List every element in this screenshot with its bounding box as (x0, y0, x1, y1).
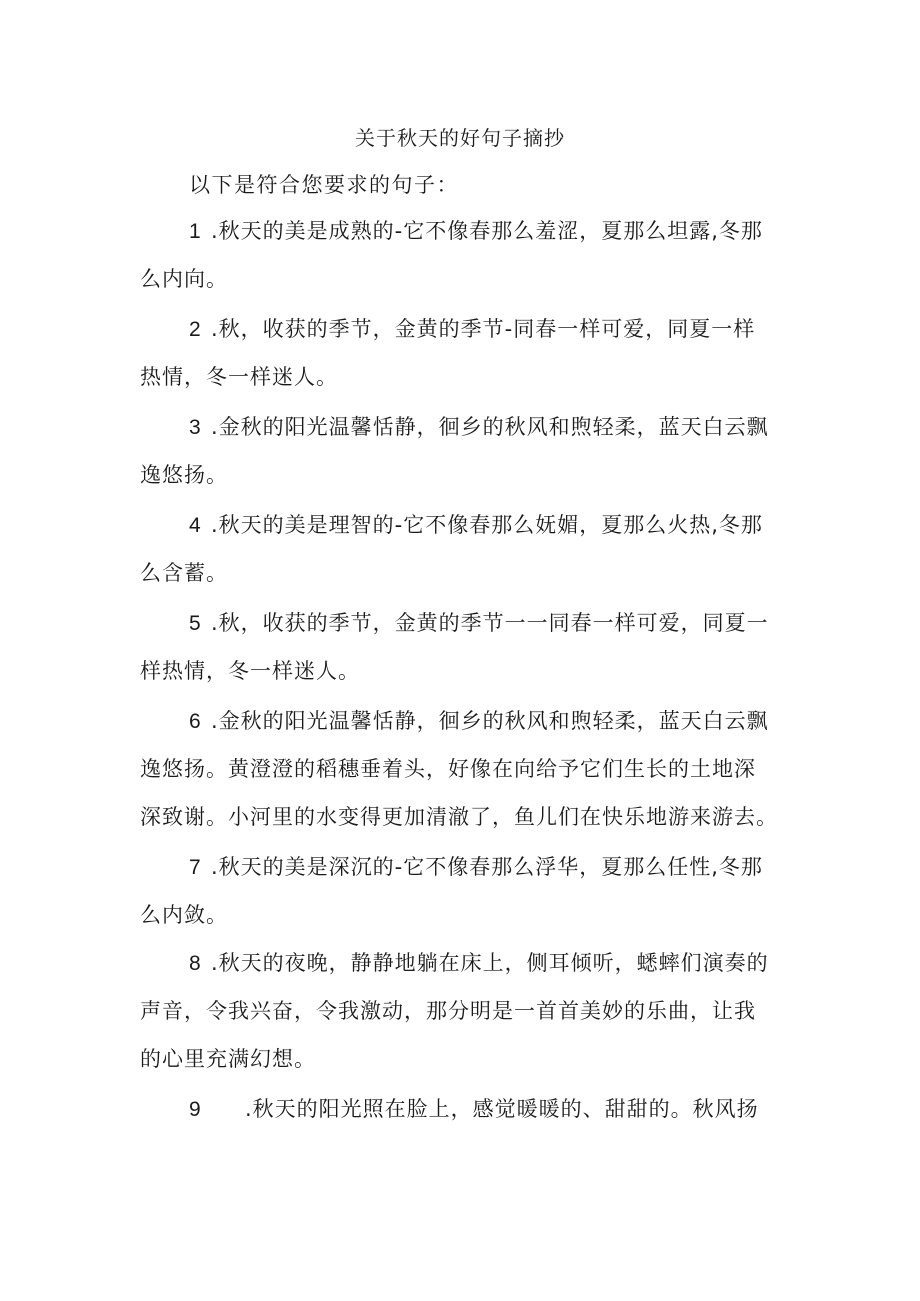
item-line: 声音，令我兴奋，令我激动，那分明是一首首美妙的乐曲，让我 (140, 999, 756, 1023)
item-line (140, 215, 805, 263)
item-line: 深致谢。小河里的水变得更加清澈了，鱼儿们在快乐地游来游去。 (140, 805, 778, 829)
item-text: .金秋的阳光温馨恬静，徊乡的秋风和煦轻柔，蓝天白云飘 (211, 415, 769, 439)
item-number: 1 (189, 220, 202, 243)
item-line (140, 411, 805, 459)
item-line: 样热情，冬一样迷人。 (140, 659, 360, 683)
item-text: .秋，收获的季节，金黄的季节一一同春一样可爱，同夏一 (211, 611, 769, 635)
item-line (140, 947, 805, 995)
item-text: .秋天的美是成熟的-它不像春那么羞涩，夏那么坦露,冬那 (211, 219, 763, 243)
item-number: 9 (189, 1098, 202, 1121)
item-line (140, 509, 805, 557)
item-line: 么含蓄。 (140, 561, 228, 585)
item-line (140, 705, 805, 753)
item-text: .秋天的美是深沉的-它不像春那么浮华，夏那么任性,冬那 (211, 855, 763, 879)
list-item (140, 509, 805, 605)
item-text: .秋天的夜晚，静静地躺在床上，侧耳倾听，蟋蟀们演奏的 (211, 951, 769, 975)
item-number: 5 (189, 612, 202, 635)
list-item (140, 607, 805, 703)
item-number: 6 (189, 710, 202, 733)
intro-paragraph: 以下是符合您要求的句子： (189, 173, 459, 197)
list-item (140, 215, 805, 311)
item-line: 么内向。 (140, 267, 228, 291)
document-title: 关于秋天的好句子摘抄 (355, 126, 565, 150)
item-text: .秋天的阳光照在脸上，感觉暖暖的、甜甜的。秋风扬 (245, 1097, 759, 1121)
list-item (140, 1093, 805, 1141)
item-text: .秋天的美是理智的-它不像春那么妩媚，夏那么火热,冬那 (211, 513, 763, 537)
list-item (140, 947, 805, 1091)
item-line (140, 1093, 805, 1141)
list-item (140, 411, 805, 507)
list-item (140, 851, 805, 947)
item-line (140, 607, 805, 655)
item-number: 8 (189, 952, 202, 975)
item-number: 3 (189, 416, 202, 439)
item-line (140, 851, 805, 899)
item-line: 逸悠扬。黄澄澄的稻穗垂着头，好像在向给予它们生长的土地深 (140, 757, 756, 781)
item-text: .金秋的阳光温馨恬静，徊乡的秋风和煦轻柔，蓝天白云飘 (211, 709, 769, 733)
item-text: .秋，收获的季节，金黄的季节-同春一样可爱，同夏一样 (211, 317, 756, 341)
item-number: 2 (189, 318, 202, 341)
item-number: 4 (189, 514, 202, 537)
item-line: 热情，冬一样迷人。 (140, 365, 338, 389)
item-line (140, 313, 805, 361)
item-line: 的心里充满幻想。 (140, 1047, 316, 1071)
item-number: 7 (189, 856, 202, 879)
item-line: 么内敛。 (140, 903, 228, 927)
list-item (140, 313, 805, 409)
list-item (140, 705, 805, 849)
item-line: 逸悠扬。 (140, 463, 228, 487)
